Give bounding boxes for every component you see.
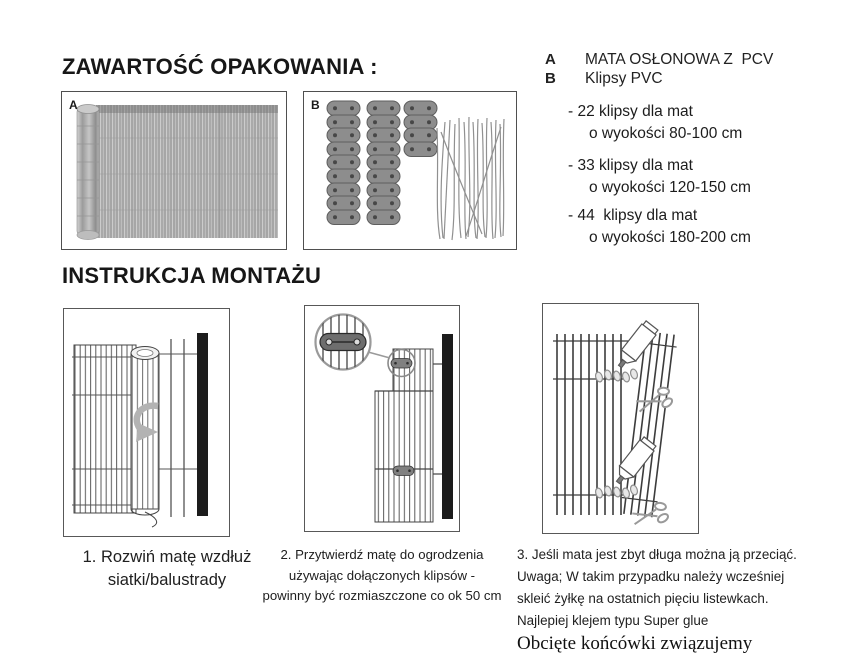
- legend-text-b: Klipsy PVC: [585, 70, 663, 87]
- clip-column-2: [367, 101, 400, 225]
- legend-text-a: MATA OSŁONOWA Z PCV: [585, 51, 774, 68]
- legend-row-a: [545, 51, 773, 69]
- package-photo-mat: [61, 91, 287, 250]
- step3-diagram: [542, 303, 699, 534]
- step3-serif-note: Obcięte końcówki związujemy: [517, 633, 753, 654]
- clip-option-1: - 22 klipsy dla mat o wyokości 80-100 cm: [568, 103, 743, 142]
- step1-drawing: [64, 309, 227, 534]
- mat-roll-cylinder: [77, 105, 99, 240]
- step1-diagram: [63, 308, 230, 537]
- fence-post: [197, 333, 208, 516]
- package-photo-clips: [303, 91, 517, 250]
- scissors-icon: [631, 500, 670, 529]
- step3-caption: 3. Jeśli mata jest zbyt długa można ją przeciąć. Uwaga; W takim przypadku należy wcześniej skleić żyłkę na ostatnich pięciu listewkach. Najlepiej klejem typu Super glue Obcięte końcówki związujemy: [517, 544, 857, 655]
- mat-slats: [74, 345, 136, 513]
- legend-key-a: A: [545, 51, 556, 68]
- glue-tube-icon: [611, 436, 657, 488]
- fence-bars: [557, 334, 621, 515]
- legend-row-b: [545, 70, 663, 88]
- clip-option-2: - 33 klipsy dla mat o wyokości 120-150 cm: [568, 157, 751, 196]
- clip-option-3: - 44 klipsy dla mat o wyokości 180-200 cm: [568, 207, 751, 246]
- section-title-instructions: INSTRUKCJA MONTAŻU: [62, 263, 322, 288]
- scissors-icon: [634, 384, 675, 416]
- clips-image: [304, 92, 514, 247]
- magnifier-connector: [368, 352, 390, 358]
- wire-bundle: [437, 117, 504, 240]
- box-b-label: B: [311, 98, 320, 112]
- clip-column-3: [404, 101, 437, 157]
- step2-diagram: [304, 305, 460, 532]
- fence-post: [442, 334, 453, 519]
- step2-drawing: [305, 306, 457, 529]
- step3-drawing: [543, 304, 696, 531]
- mat-sheet: [96, 105, 278, 238]
- clip-on-mat-top: [391, 359, 412, 369]
- glue-drops-top: [594, 368, 638, 382]
- legend-key-b: B: [545, 70, 556, 87]
- mat-roll-image: [62, 92, 284, 247]
- box-a-label: A: [69, 98, 78, 112]
- clip-column-1: [327, 101, 360, 225]
- clip-on-mat-middle: [393, 466, 414, 476]
- step1-caption: 1. Rozwiń matę wzdłuż siatki/balustrady: [82, 548, 252, 589]
- mat-main-section: [375, 391, 433, 522]
- glue-drops-bottom: [594, 484, 638, 498]
- section-title-contents: ZAWARTOŚĆ OPAKOWANIA :: [62, 54, 378, 79]
- magnifier-detail: [316, 314, 371, 370]
- step2-caption: 2. Przytwierdź matę do ogrodzenia używając dołączonych klipsów - powinny być rozmiaszczone co ok 50 cm: [262, 547, 502, 603]
